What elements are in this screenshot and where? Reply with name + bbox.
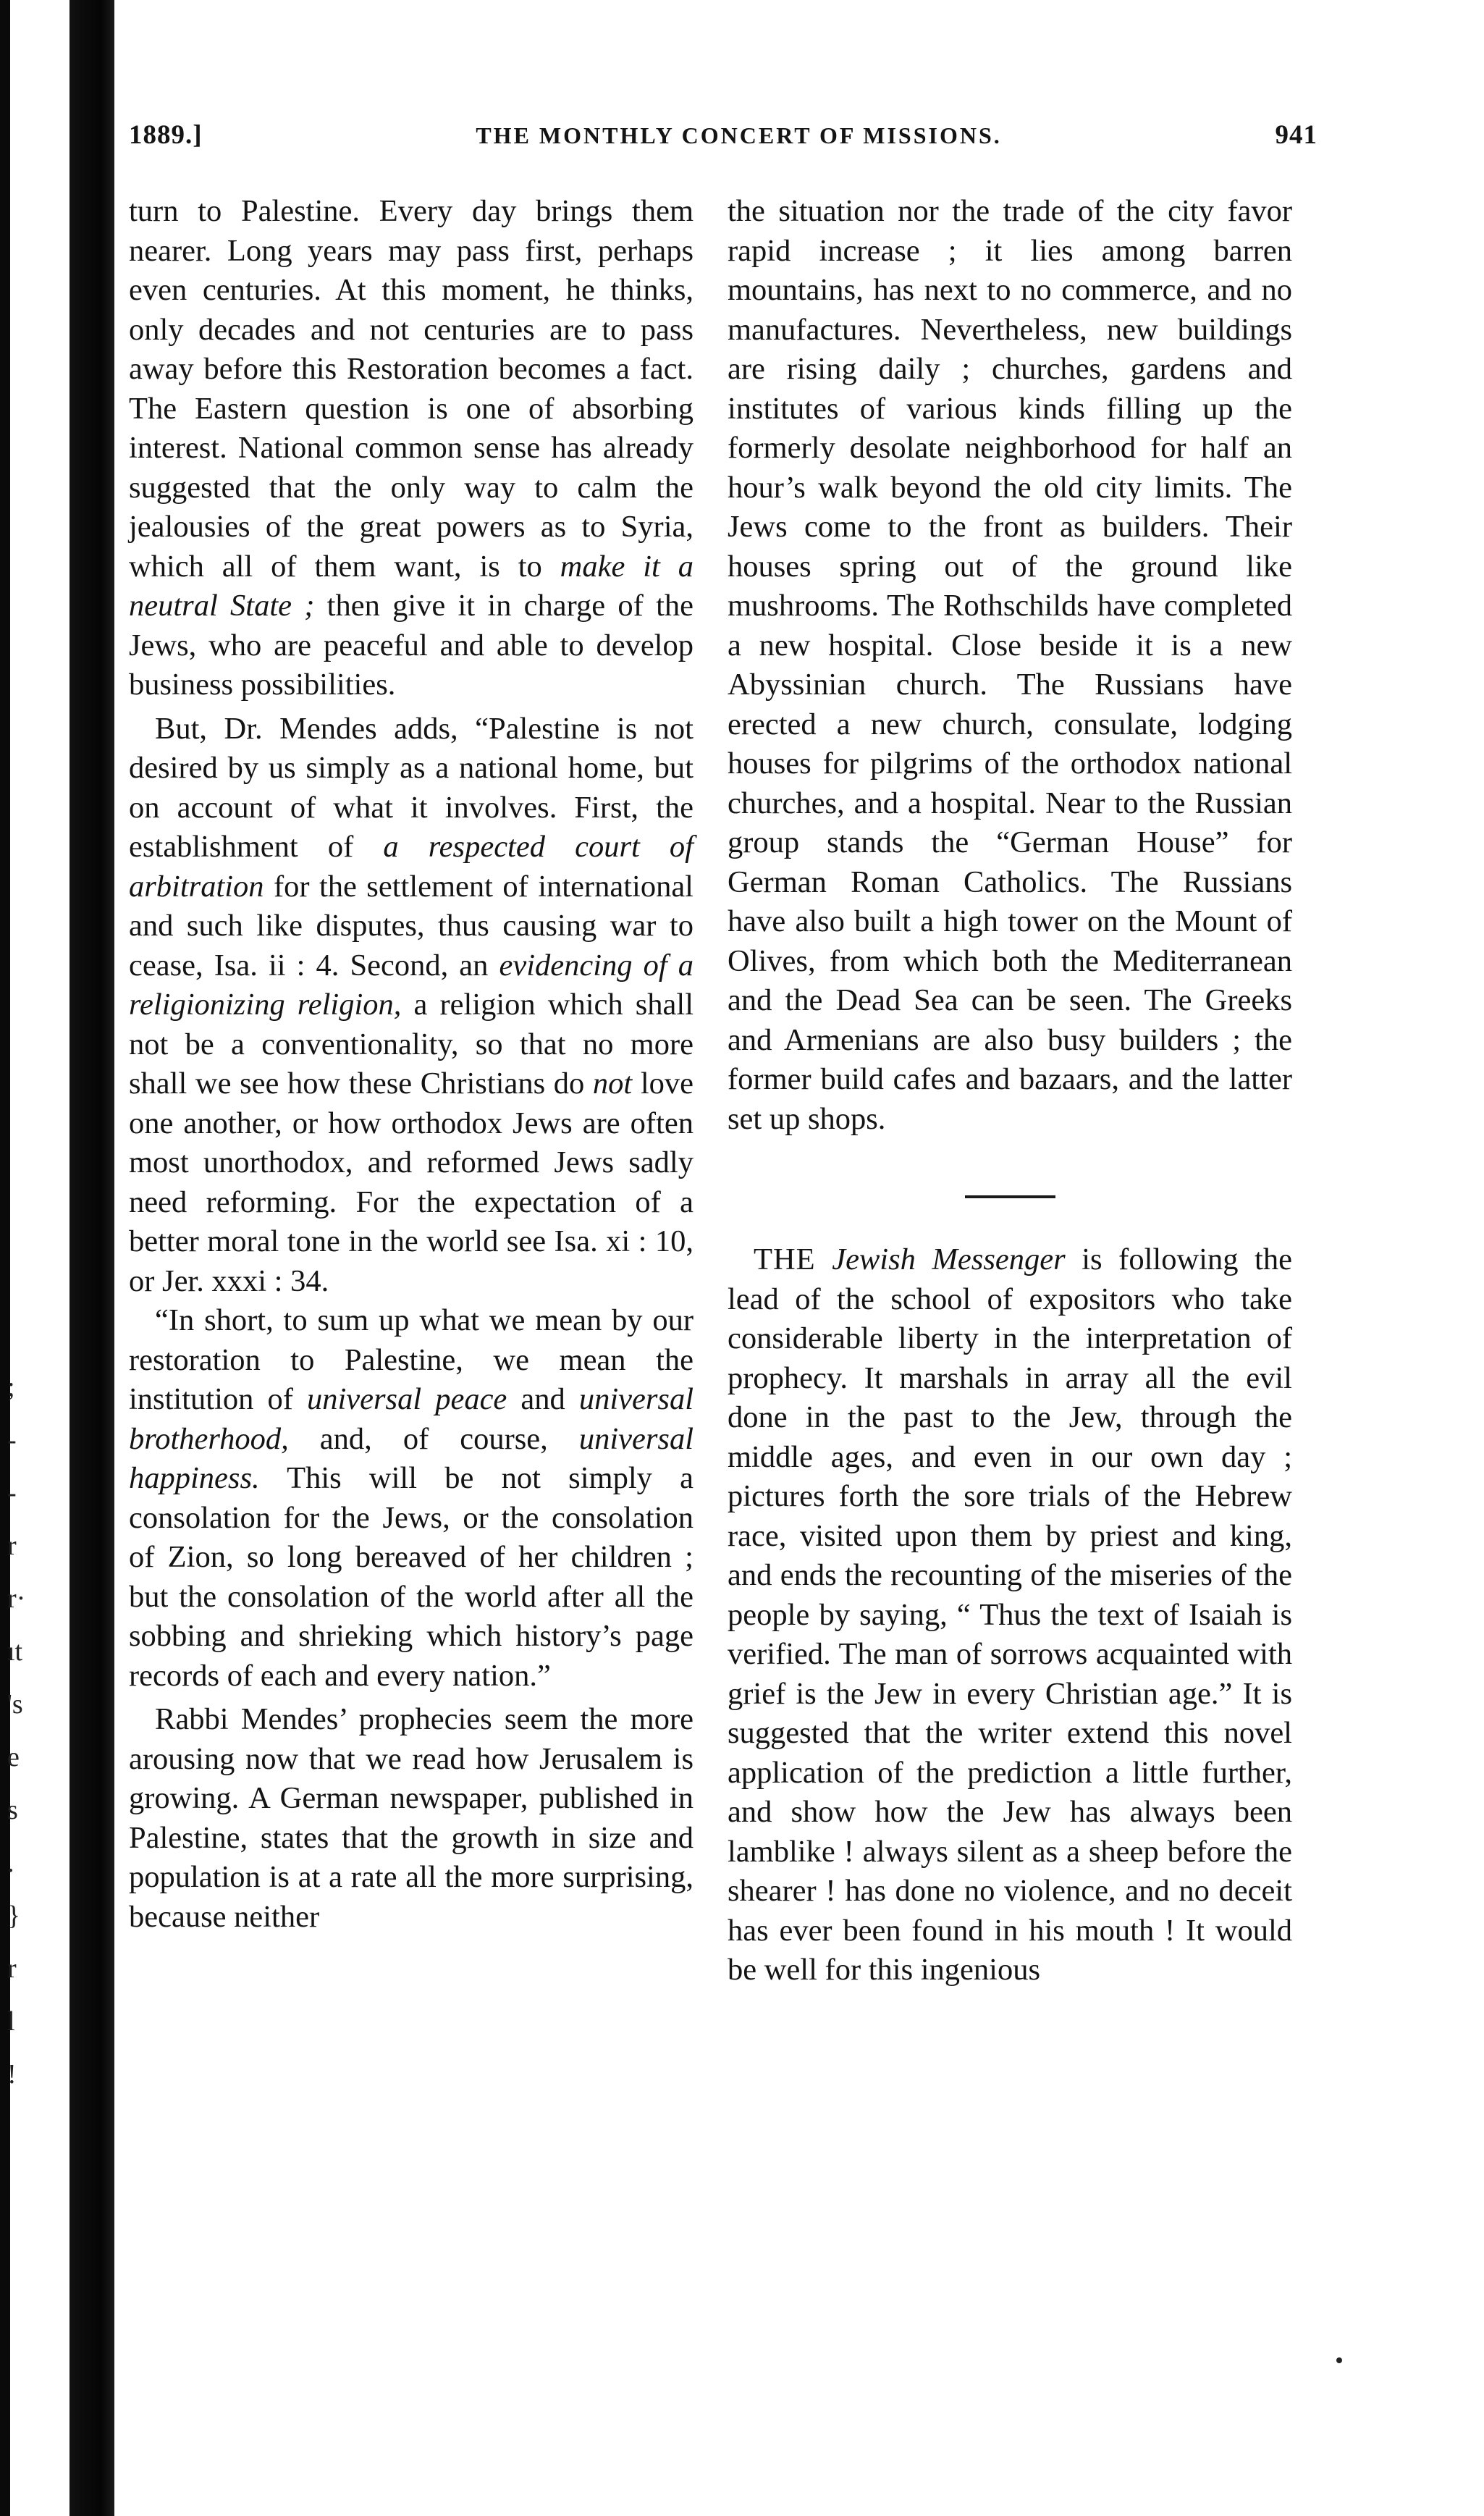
text-run: turn to Palestine. Every day brings them nearer. Long years may pass first, perhaps even centuries. At this moment, he thinks, only decades and not centuries are to pass away before this Restoration becomes a fact. The Eastern question is one of absorbing interest. National common sense has already suggested that the only way to calm the jealousies of the great powers as to Syria, which all of them want, is to <box>129 194 693 584</box>
bleed-char: 's <box>7 1689 23 1720</box>
bleed-char: r <box>7 1531 17 1561</box>
italic-run: universal happiness. <box>129 1421 693 1495</box>
bleed-char: - <box>7 1478 17 1508</box>
bleed-char: r· <box>7 1583 26 1614</box>
paragraph <box>129 1301 693 1696</box>
paragraph: Rabbi Mendes’ prophecies seem the more arousing now that we read how Jerusalem is growing. A German newspaper, published in Palestine, states that the growth in size and population is at a rate all the more surprising, because neither <box>129 1702 693 1934</box>
bleed-char: ! <box>7 2059 17 2090</box>
text-run: “In short, to sum up what we mean by our restoration to Palestine, we mean the institution of <box>129 1303 693 1416</box>
ink-speck <box>1336 2357 1342 2363</box>
italic-run: universal brotherhood, <box>129 1382 693 1456</box>
bleed-char: . <box>7 1848 14 1878</box>
running-title: THE MONTHLY CONCERT OF MISSIONS. <box>476 122 1002 148</box>
right-column <box>728 192 1292 1990</box>
text-run: THE <box>754 1242 816 1276</box>
bleed-char: l <box>7 2006 15 2037</box>
text-run: for the settlement of international and such like disputes, thus causing war to cease, Isa. ii : 4. Second, an <box>129 869 693 983</box>
text-run: then give it in charge of the Jews, who are peaceful and able to develop business possibilities. <box>129 589 693 702</box>
text-run: and <box>507 1382 579 1416</box>
text-run: But, Dr. Mendes adds, “Palestine is not desired by us simply as a national home, but on account of what it involves. First, the establishment of <box>129 711 693 864</box>
italic-run: universal peace <box>306 1382 507 1416</box>
text-run: is following the lead of the school of expositors who take considerable liberty in the interpretation of prophecy. It marshals in array all the evil done in the past to the Jew, through the middle ages, and even in our own day ; pictures forth the sore trials of the Hebrew race, visited upon them by priest and king, and ends the recounting of the miseries of the people by saying, “ Thus the text of Isaiah is verified. The man of sorrows acquainted with grief is the Jew in every Christian age.” It is suggested that the writer extend this novel application of the prediction a little further, and show how the Jew has always been lamblike ! always silent as a sheep before the shearer ! has done no violence, and no deceit has ever been found in his mouth ! It would be well for this ingenious <box>728 1242 1292 1987</box>
italic-run: a respected court of arbitration <box>129 830 693 904</box>
text-run: and, of course, <box>288 1421 579 1456</box>
section-divider <box>965 1195 1055 1198</box>
bleed-char: } <box>7 1901 21 1931</box>
italic-run: make it a neutral State ; <box>129 549 693 623</box>
paragraph <box>129 710 693 1302</box>
bleed-char: e <box>7 1742 20 1772</box>
italic-run: Jewish Messenger <box>832 1242 1066 1276</box>
text-run: a religion which shall not be a conventionality, so that no more shall we see how these Christians do <box>129 988 694 1101</box>
text-run: This will be not simply a consolation for the Jews, or the consolation of Zion, so long bereaved of her children ; but the consolation of the world after all the sobbing and shrieking which history’s page records of each and every nation.” <box>129 1461 693 1693</box>
bleed-char: s <box>7 1795 18 1825</box>
left-column <box>129 192 693 1937</box>
bleed-char: ıt <box>7 1636 23 1667</box>
paragraph: the situation nor the trade of the city favor rapid increase ; it lies among barren mountains, has next to no commerce, and no manufactures. Nevertheless, new buildings are rising daily ; churches, gardens and institutes of various kinds filling up the formerly desolate neighborhood for half an hour’s walk beyond the old city limits. The Jews come to the front as builders. Their houses spring out of the ground like mushrooms. The Rothschilds have completed a new hospital. Close beside it is a new Abyssinian church. The Russians have erected a new church, consulate, lodging houses for pilgrims of the orthodox national churches, and a hospital. Near to the Russian group stands the “German House” for German Roman Catholics. The Russians have also built a high tower on the Mount of Olives, from which both the Mediterranean and the Dead Sea can be seen. The Greeks and Armenians are also busy builders ; the former build cafes and bazaars, and the latter set up shops. <box>728 194 1292 1136</box>
bleed-char: r <box>7 1953 17 1984</box>
italic-run: evidencing of a religionizing religion, <box>129 948 693 1022</box>
binding-gutter <box>69 0 114 2516</box>
italic-run: not <box>592 1066 633 1101</box>
page-edge-shadow <box>0 0 10 2516</box>
margin-bleed-through <box>7 1361 36 2090</box>
paragraph <box>129 192 693 705</box>
paragraph <box>728 1240 1292 1990</box>
page-header <box>129 119 1318 163</box>
header-year: 1889.] <box>129 120 203 150</box>
bleed-char: - <box>7 1425 17 1455</box>
bleed-char: ; <box>7 1372 15 1402</box>
page-number: 941 <box>1275 120 1318 150</box>
text-run: love one another, or how orthodox Jews are often most unorthodox, and reformed Jews sadly need reforming. For the expectation of a better moral tone in the world see Isa. xi : 10, or Jer. xxxi : 34. <box>129 1066 693 1298</box>
